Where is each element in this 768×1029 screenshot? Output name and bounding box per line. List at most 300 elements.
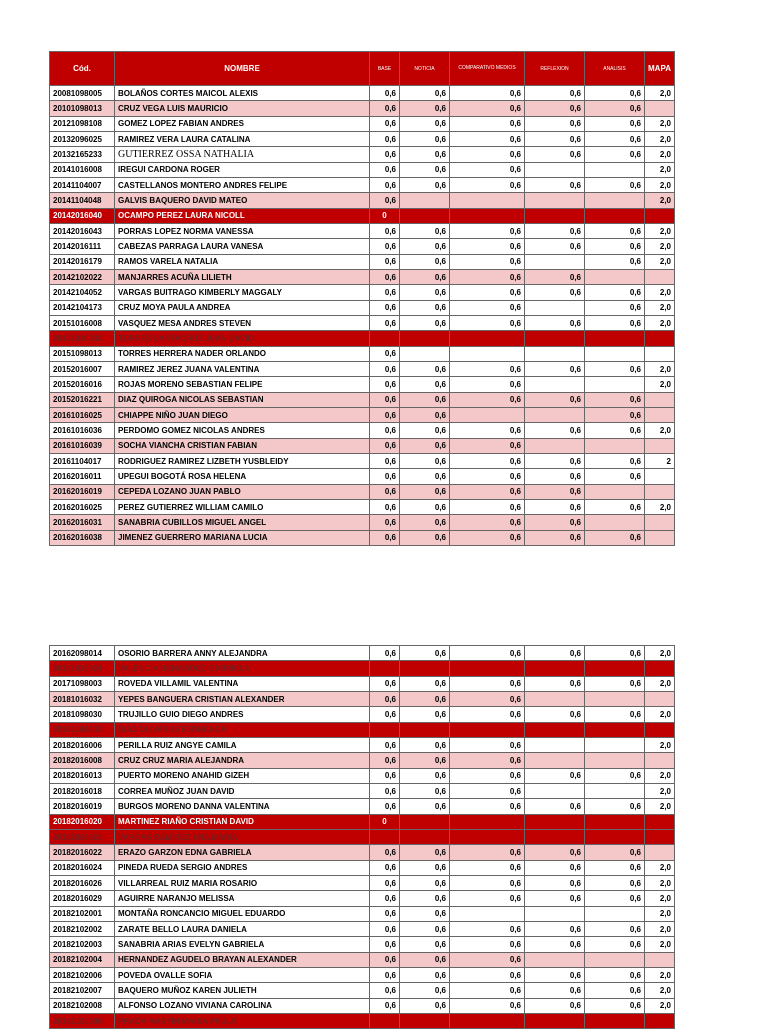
cell-code: 20081098005 <box>50 86 115 101</box>
cell-base: 0,6 <box>370 921 400 936</box>
cell-code: 20141016008 <box>50 162 115 177</box>
cell-comparativo: 0,6 <box>450 891 525 906</box>
cell-noticia: 0,6 <box>400 530 450 545</box>
cell-comparativo <box>450 722 525 737</box>
cell-comparativo <box>450 906 525 921</box>
cell-comparativo: 0,6 <box>450 377 525 392</box>
cell-analisis <box>585 753 645 768</box>
cell-comparativo: 0,6 <box>450 921 525 936</box>
cell-noticia: 0,6 <box>400 875 450 890</box>
cell-base: 0,6 <box>370 346 400 361</box>
table-row <box>50 116 675 131</box>
cell-noticia: 0,6 <box>400 646 450 661</box>
cell-reflexion: 0,6 <box>525 768 585 783</box>
cell-code: 20161016036 <box>50 423 115 438</box>
cell-comparativo: 0,6 <box>450 131 525 146</box>
cell-analisis <box>585 377 645 392</box>
cell-base: 0,6 <box>370 177 400 192</box>
cell-base: 0,6 <box>370 438 400 453</box>
cell-reflexion <box>525 691 585 706</box>
cell-analisis <box>585 331 645 346</box>
cell-analisis: 0,6 <box>585 285 645 300</box>
cell-analisis: 0,6 <box>585 254 645 269</box>
cell-name: AGUIRRE NARANJO MELISSA <box>115 891 370 906</box>
cell-noticia: 0,6 <box>400 131 450 146</box>
cell-analisis: 0,6 <box>585 646 645 661</box>
cell-base: 0,6 <box>370 515 400 530</box>
cell-base: 0,6 <box>370 937 400 952</box>
cell-reflexion <box>525 829 585 844</box>
cell-name: PINEDA RUEDA SERGIO ANDRES <box>115 860 370 875</box>
cell-code: 20182016024 <box>50 860 115 875</box>
cell-reflexion: 0,6 <box>525 860 585 875</box>
cell-code: 20182016020 <box>50 814 115 829</box>
cell-name: CRUZ MOYA PAULA ANDREA <box>115 300 370 315</box>
cell-reflexion: 0,6 <box>525 239 585 254</box>
cell-noticia: 0,6 <box>400 377 450 392</box>
cell-mapa <box>645 484 675 499</box>
cell-mapa: 2,0 <box>645 177 675 192</box>
header-mapa: MAPA <box>645 52 675 86</box>
cell-base: 0,6 <box>370 101 400 116</box>
cell-analisis <box>585 346 645 361</box>
cell-base: 0,6 <box>370 361 400 376</box>
cell-mapa <box>645 208 675 223</box>
cell-analisis: 0,6 <box>585 860 645 875</box>
cell-code: 20132096025 <box>50 131 115 146</box>
cell-analisis: 0,6 <box>585 921 645 936</box>
cell-mapa <box>645 469 675 484</box>
cell-reflexion: 0,6 <box>525 530 585 545</box>
cell-name: RAMIREZ JEREZ JUANA VALENTINA <box>115 361 370 376</box>
cell-mapa: 2,0 <box>645 906 675 921</box>
cell-code: 20181016032 <box>50 691 115 706</box>
cell-base: 0,6 <box>370 891 400 906</box>
cell-name: CRUZ VEGA LUIS MAURICIO <box>115 101 370 116</box>
cell-analisis <box>585 737 645 752</box>
cell-base: 0,6 <box>370 646 400 661</box>
cell-code: 20101098013 <box>50 101 115 116</box>
cell-comparativo: 0,6 <box>450 967 525 982</box>
cell-noticia: 0,6 <box>400 906 450 921</box>
cell-noticia: 0,6 <box>400 239 450 254</box>
cell-code: 20171098003 <box>50 676 115 691</box>
table-row <box>50 515 675 530</box>
cell-base <box>370 722 400 737</box>
cell-comparativo: 0,6 <box>450 783 525 798</box>
cell-name: PERILLA RUIZ ANGYE CAMILA <box>115 737 370 752</box>
cell-noticia: 0,6 <box>400 177 450 192</box>
table-row <box>50 499 675 514</box>
cell-noticia: 0,6 <box>400 361 450 376</box>
cell-reflexion: 0,6 <box>525 361 585 376</box>
cell-analisis: 0,6 <box>585 799 645 814</box>
table-row <box>50 177 675 192</box>
table-row <box>50 921 675 936</box>
cell-base <box>370 661 400 676</box>
cell-comparativo <box>450 208 525 223</box>
cell-reflexion: 0,6 <box>525 131 585 146</box>
cell-mapa <box>645 814 675 829</box>
cell-analisis <box>585 193 645 208</box>
cell-name: PEREZ GUTIERREZ WILLIAM CAMILO <box>115 499 370 514</box>
cell-code: 20151016032 <box>50 331 115 346</box>
table-row <box>50 131 675 146</box>
cell-mapa <box>645 438 675 453</box>
cell-base: 0,6 <box>370 269 400 284</box>
cell-reflexion <box>525 346 585 361</box>
cell-name: POVEDA OVALLE SOFIA <box>115 967 370 982</box>
cell-base: 0,6 <box>370 499 400 514</box>
cell-noticia: 0,6 <box>400 768 450 783</box>
table-row <box>50 799 675 814</box>
cell-noticia: 0,6 <box>400 967 450 982</box>
table-row <box>50 753 675 768</box>
cell-mapa: 2,0 <box>645 300 675 315</box>
cell-base: 0,6 <box>370 254 400 269</box>
cell-analisis: 0,6 <box>585 177 645 192</box>
cell-comparativo <box>450 814 525 829</box>
cell-name: BAQUERO MUÑOZ KAREN JULIETH <box>115 983 370 998</box>
table-row <box>50 484 675 499</box>
cell-base: 0,6 <box>370 875 400 890</box>
cell-comparativo <box>450 661 525 676</box>
cell-name: SOCHA VIANCHA CRISTIAN FABIAN <box>115 438 370 453</box>
cell-mapa <box>645 691 675 706</box>
cell-reflexion <box>525 661 585 676</box>
cell-noticia: 0,6 <box>400 707 450 722</box>
cell-mapa: 2,0 <box>645 86 675 101</box>
cell-comparativo: 0,6 <box>450 845 525 860</box>
cell-base: 0,6 <box>370 998 400 1013</box>
cell-mapa: 2,0 <box>645 162 675 177</box>
cell-comparativo: 0,6 <box>450 646 525 661</box>
cell-base: 0,6 <box>370 737 400 752</box>
cell-base: 0,6 <box>370 768 400 783</box>
grades-table-top <box>49 51 675 546</box>
cell-code: 20182102007 <box>50 983 115 998</box>
cell-name: GALVIS BAQUERO DAVID MATEO <box>115 193 370 208</box>
cell-reflexion: 0,6 <box>525 453 585 468</box>
cell-comparativo: 0,6 <box>450 753 525 768</box>
cell-analisis <box>585 438 645 453</box>
cell-reflexion: 0,6 <box>525 845 585 860</box>
cell-code: 20151098013 <box>50 346 115 361</box>
cell-comparativo: 0,6 <box>450 453 525 468</box>
cell-noticia: 0,6 <box>400 423 450 438</box>
cell-base: 0,6 <box>370 676 400 691</box>
cell-code: 20162016038 <box>50 530 115 545</box>
cell-reflexion: 0,6 <box>525 967 585 982</box>
table-row <box>50 392 675 407</box>
cell-comparativo: 0,6 <box>450 101 525 116</box>
table-row <box>50 676 675 691</box>
cell-base: 0,6 <box>370 707 400 722</box>
cell-name: CRUZ CRUZ MARIA ALEJANDRA <box>115 753 370 768</box>
cell-mapa: 2,0 <box>645 707 675 722</box>
table-row <box>50 845 675 860</box>
cell-analisis: 0,6 <box>585 983 645 998</box>
table-row <box>50 707 675 722</box>
cell-comparativo: 0,6 <box>450 116 525 131</box>
table-row <box>50 891 675 906</box>
cell-comparativo: 0,6 <box>450 162 525 177</box>
table-row <box>50 1013 675 1028</box>
cell-comparativo <box>450 331 525 346</box>
cell-comparativo: 0,6 <box>450 499 525 514</box>
cell-reflexion: 0,6 <box>525 499 585 514</box>
cell-comparativo: 0,6 <box>450 937 525 952</box>
table-row <box>50 860 675 875</box>
cell-name: PORRAS LOPEZ NORMA VANESSA <box>115 223 370 238</box>
cell-comparativo: 0,6 <box>450 469 525 484</box>
cell-code: 20182016008 <box>50 753 115 768</box>
cell-analisis: 0,6 <box>585 707 645 722</box>
cell-mapa: 2,0 <box>645 891 675 906</box>
cell-mapa: 2,0 <box>645 799 675 814</box>
cell-reflexion <box>525 722 585 737</box>
cell-reflexion: 0,6 <box>525 392 585 407</box>
cell-code: 20182016019 <box>50 799 115 814</box>
table-row <box>50 469 675 484</box>
cell-base: 0,6 <box>370 530 400 545</box>
cell-base: 0,6 <box>370 147 400 162</box>
cell-analisis <box>585 829 645 844</box>
cell-base: 0,6 <box>370 952 400 967</box>
cell-comparativo: 0,6 <box>450 392 525 407</box>
cell-name: VILLARREAL RUIZ MARIA ROSARIO <box>115 875 370 890</box>
cell-noticia <box>400 814 450 829</box>
cell-noticia: 0,6 <box>400 469 450 484</box>
table-row <box>50 438 675 453</box>
cell-reflexion: 0,6 <box>525 269 585 284</box>
cell-analisis <box>585 484 645 499</box>
cell-comparativo: 0,6 <box>450 676 525 691</box>
cell-mapa <box>645 101 675 116</box>
cell-base: 0,6 <box>370 131 400 146</box>
cell-name: VALENCIA BENAVIDEZ GABRIELA <box>115 661 370 676</box>
cell-mapa: 2,0 <box>645 254 675 269</box>
cell-analisis <box>585 952 645 967</box>
cell-mapa <box>645 392 675 407</box>
cell-name: VARGAS BUITRAGO KIMBERLY MAGGALY <box>115 285 370 300</box>
cell-base: 0,6 <box>370 860 400 875</box>
cell-mapa <box>645 845 675 860</box>
cell-code: 20182016021 <box>50 829 115 844</box>
cell-analisis: 0,6 <box>585 676 645 691</box>
cell-name: VASQUEZ MESA ANDRES STEVEN <box>115 315 370 330</box>
cell-comparativo: 0,6 <box>450 285 525 300</box>
cell-code: 20162016019 <box>50 484 115 499</box>
cell-noticia: 0,6 <box>400 223 450 238</box>
cell-noticia: 0,6 <box>400 998 450 1013</box>
cell-name: CASTELLANOS MONTERO ANDRES FELIPE <box>115 177 370 192</box>
cell-name: BOLAÑOS CORTES MAICOL ALEXIS <box>115 86 370 101</box>
cell-reflexion <box>525 377 585 392</box>
cell-mapa: 2,0 <box>645 783 675 798</box>
cell-reflexion: 0,6 <box>525 676 585 691</box>
table-row <box>50 86 675 101</box>
cell-reflexion <box>525 906 585 921</box>
cell-analisis <box>585 814 645 829</box>
cell-comparativo: 0,6 <box>450 254 525 269</box>
cell-comparativo: 0,6 <box>450 860 525 875</box>
cell-comparativo: 0,6 <box>450 438 525 453</box>
cell-reflexion <box>525 783 585 798</box>
cell-base: 0,6 <box>370 753 400 768</box>
cell-comparativo: 0,6 <box>450 983 525 998</box>
cell-noticia: 0,6 <box>400 407 450 422</box>
cell-name: SANABRIA CUBILLOS MIGUEL ANGEL <box>115 515 370 530</box>
header-analisis: ANALISIS <box>585 52 645 86</box>
table-row <box>50 377 675 392</box>
cell-code: 20142104173 <box>50 300 115 315</box>
cell-comparativo <box>450 407 525 422</box>
cell-code: 20181098030 <box>50 707 115 722</box>
cell-name: GUTIERREZ OSSA NATHALIA <box>115 147 370 162</box>
cell-name: RAMOS VARELA NATALIA <box>115 254 370 269</box>
cell-reflexion: 0,6 <box>525 147 585 162</box>
cell-noticia: 0,6 <box>400 254 450 269</box>
cell-code: 20142102022 <box>50 269 115 284</box>
table-row <box>50 407 675 422</box>
header-code: Cód. <box>50 52 115 86</box>
cell-mapa: 2,0 <box>645 983 675 998</box>
cell-mapa: 2,0 <box>645 921 675 936</box>
cell-analisis: 0,6 <box>585 423 645 438</box>
cell-reflexion <box>525 737 585 752</box>
cell-reflexion: 0,6 <box>525 515 585 530</box>
cell-reflexion <box>525 193 585 208</box>
cell-reflexion <box>525 300 585 315</box>
cell-analisis: 0,6 <box>585 101 645 116</box>
cell-reflexion: 0,6 <box>525 799 585 814</box>
cell-base: 0,6 <box>370 116 400 131</box>
header-row <box>50 52 675 86</box>
cell-reflexion: 0,6 <box>525 983 585 998</box>
cell-mapa: 2,0 <box>645 223 675 238</box>
cell-name: MARTINEZ RIAÑO CRISTIAN DAVID <box>115 814 370 829</box>
cell-analisis: 0,6 <box>585 937 645 952</box>
cell-noticia: 0,6 <box>400 983 450 998</box>
cell-noticia: 0,6 <box>400 799 450 814</box>
header-name: NOMBRE <box>115 52 370 86</box>
cell-analisis: 0,6 <box>585 768 645 783</box>
cell-mapa: 2,0 <box>645 116 675 131</box>
cell-base: 0,6 <box>370 691 400 706</box>
cell-comparativo: 0,6 <box>450 484 525 499</box>
cell-name: ROJAS MORENO SEBASTIAN FELIPE <box>115 377 370 392</box>
cell-comparativo: 0,6 <box>450 707 525 722</box>
cell-code: 20182016018 <box>50 783 115 798</box>
cell-comparativo: 0,6 <box>450 239 525 254</box>
cell-mapa: 2,0 <box>645 646 675 661</box>
cell-code: 20182016022 <box>50 845 115 860</box>
cell-mapa: 2,0 <box>645 499 675 514</box>
cell-analisis: 0,6 <box>585 499 645 514</box>
cell-name: IREGUI CARDONA ROGER <box>115 162 370 177</box>
cell-code: 20121098108 <box>50 116 115 131</box>
cell-reflexion: 0,6 <box>525 223 585 238</box>
cell-noticia <box>400 208 450 223</box>
cell-code: 20152016221 <box>50 392 115 407</box>
cell-code: 20162016011 <box>50 469 115 484</box>
cell-code: 20182016006 <box>50 737 115 752</box>
cell-noticia: 0,6 <box>400 101 450 116</box>
cell-code: 20182102006 <box>50 967 115 982</box>
cell-base: 0,6 <box>370 239 400 254</box>
cell-noticia: 0,6 <box>400 737 450 752</box>
cell-base: 0,6 <box>370 845 400 860</box>
table-row <box>50 162 675 177</box>
table-row <box>50 952 675 967</box>
cell-code: 20171016024 <box>50 661 115 676</box>
cell-noticia: 0,6 <box>400 952 450 967</box>
cell-name: ALFONSO LOZANO VIVIANA CAROLINA <box>115 998 370 1013</box>
cell-code: 20162016025 <box>50 499 115 514</box>
cell-reflexion <box>525 814 585 829</box>
cell-name: PUERTO MORENO ANAHID GIZEH <box>115 768 370 783</box>
cell-name: ZARATE BELLO LAURA DANIELA <box>115 921 370 936</box>
table-row <box>50 783 675 798</box>
cell-analisis: 0,6 <box>585 86 645 101</box>
cell-analisis: 0,6 <box>585 453 645 468</box>
cell-code: 20182016029 <box>50 891 115 906</box>
cell-name: PRADA MARTIN MARIA PAULA <box>115 1013 370 1028</box>
cell-name: HERNANDEZ AGUDELO BRAYAN ALEXANDER <box>115 952 370 967</box>
cell-analisis: 0,6 <box>585 392 645 407</box>
cell-name: CEPEDA LOZANO JUAN PABLO <box>115 484 370 499</box>
cell-base: 0,6 <box>370 162 400 177</box>
table-row <box>50 147 675 162</box>
cell-comparativo: 0,6 <box>450 300 525 315</box>
table-row <box>50 530 675 545</box>
cell-base: 0,6 <box>370 484 400 499</box>
cell-analisis <box>585 783 645 798</box>
cell-analisis <box>585 691 645 706</box>
cell-mapa: 2,0 <box>645 875 675 890</box>
cell-mapa: 2 <box>645 453 675 468</box>
cell-analisis <box>585 269 645 284</box>
cell-name: SANABRIA ARIAS EVELYN GABRIELA <box>115 937 370 952</box>
cell-base: 0,6 <box>370 285 400 300</box>
cell-reflexion: 0,6 <box>525 315 585 330</box>
cell-name: CHIAPPE NIÑO JUAN DIEGO <box>115 407 370 422</box>
cell-mapa: 2,0 <box>645 937 675 952</box>
cell-analisis <box>585 162 645 177</box>
cell-mapa <box>645 269 675 284</box>
cell-noticia: 0,6 <box>400 453 450 468</box>
cell-base: 0,6 <box>370 392 400 407</box>
cell-mapa: 2,0 <box>645 147 675 162</box>
cell-base: 0,6 <box>370 315 400 330</box>
table-row <box>50 661 675 676</box>
cell-code: 20151016008 <box>50 315 115 330</box>
cell-comparativo: 0,6 <box>450 177 525 192</box>
cell-noticia: 0,6 <box>400 116 450 131</box>
table-row <box>50 239 675 254</box>
cell-noticia <box>400 331 450 346</box>
cell-mapa: 2,0 <box>645 361 675 376</box>
cell-reflexion: 0,6 <box>525 707 585 722</box>
cell-noticia: 0,6 <box>400 676 450 691</box>
cell-noticia: 0,6 <box>400 691 450 706</box>
cell-analisis: 0,6 <box>585 530 645 545</box>
cell-comparativo: 0,6 <box>450 223 525 238</box>
cell-mapa: 2,0 <box>645 423 675 438</box>
cell-analisis: 0,6 <box>585 131 645 146</box>
cell-reflexion: 0,6 <box>525 469 585 484</box>
